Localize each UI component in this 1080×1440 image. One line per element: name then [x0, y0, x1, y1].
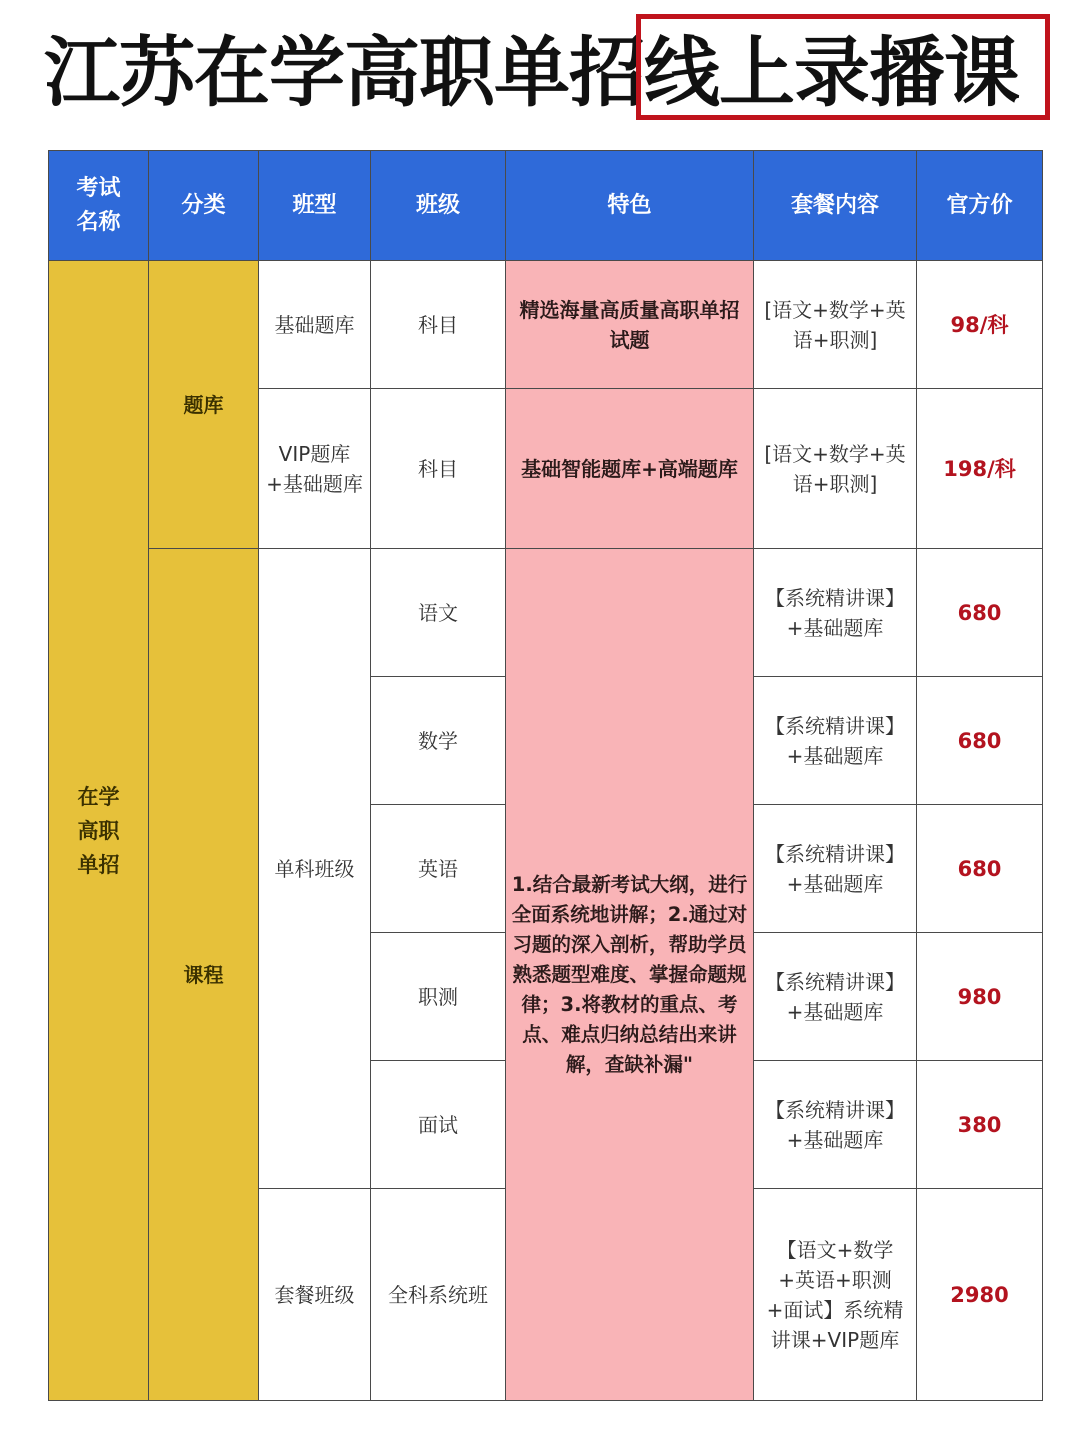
feature-cell-long: 1.结合最新考试大纲，进行全面系统地讲解；2.通过对习题的深入剖析，帮助学员熟悉题型难度、掌握命题规律；3.将教材的重点、考点、难点归纳总结出来讲解，查缺补漏"	[506, 549, 754, 1401]
class-level-cell: 面试	[371, 1061, 506, 1189]
package-cell: [语文+数学+英语+职测]	[754, 261, 917, 389]
class-level-cell: 数学	[371, 677, 506, 805]
package-cell: [语文+数学+英语+职测]	[754, 389, 917, 549]
class-level-cell: 科目	[371, 261, 506, 389]
header-class-type: 班型	[259, 151, 371, 261]
class-level-cell: 职测	[371, 933, 506, 1061]
category-course: 课程	[149, 549, 259, 1401]
price-cell: 98/科	[917, 261, 1043, 389]
package-cell: 【系统精讲课】+基础题库	[754, 549, 917, 677]
feature-cell: 基础智能题库+高端题库	[506, 389, 754, 549]
class-level-cell: 语文	[371, 549, 506, 677]
title-highlight-box	[636, 14, 1050, 120]
table-row	[49, 261, 1043, 389]
header-category: 分类	[149, 151, 259, 261]
package-cell: 【系统精讲课】+基础题库	[754, 1061, 917, 1189]
header-package: 套餐内容	[754, 151, 917, 261]
header-price: 官方价	[917, 151, 1043, 261]
price-cell: 680	[917, 677, 1043, 805]
class-level-cell: 英语	[371, 805, 506, 933]
header-exam-name: 考试名称	[49, 151, 149, 261]
package-cell: 【语文+数学+英语+职测+面试】系统精讲课+VIP题库	[754, 1189, 917, 1401]
exam-name-cell: 在学高职单招	[49, 261, 149, 1401]
price-cell: 680	[917, 805, 1043, 933]
price-cell: 2980	[917, 1189, 1043, 1401]
package-cell: 【系统精讲课】+基础题库	[754, 805, 917, 933]
class-type-cell: VIP题库+基础题库	[259, 389, 371, 549]
class-level-cell: 科目	[371, 389, 506, 549]
price-cell: 380	[917, 1061, 1043, 1189]
price-cell: 980	[917, 933, 1043, 1061]
page-title: 江苏在学高职单招线上录播课	[44, 28, 1019, 117]
package-cell: 【系统精讲课】+基础题库	[754, 677, 917, 805]
class-type-cell: 基础题库	[259, 261, 371, 389]
feature-cell: 精选海量高质量高职单招试题	[506, 261, 754, 389]
price-cell: 198/科	[917, 389, 1043, 549]
class-type-cell: 单科班级	[259, 549, 371, 1189]
class-level-cell: 全科系统班	[371, 1189, 506, 1401]
table-header-row	[49, 151, 1043, 261]
package-cell: 【系统精讲课】+基础题库	[754, 933, 917, 1061]
header-feature: 特色	[506, 151, 754, 261]
price-table	[48, 150, 1043, 1401]
price-cell: 680	[917, 549, 1043, 677]
header-class-level: 班级	[371, 151, 506, 261]
class-type-cell: 套餐班级	[259, 1189, 371, 1401]
category-question-bank: 题库	[149, 261, 259, 549]
table-row	[49, 549, 1043, 677]
